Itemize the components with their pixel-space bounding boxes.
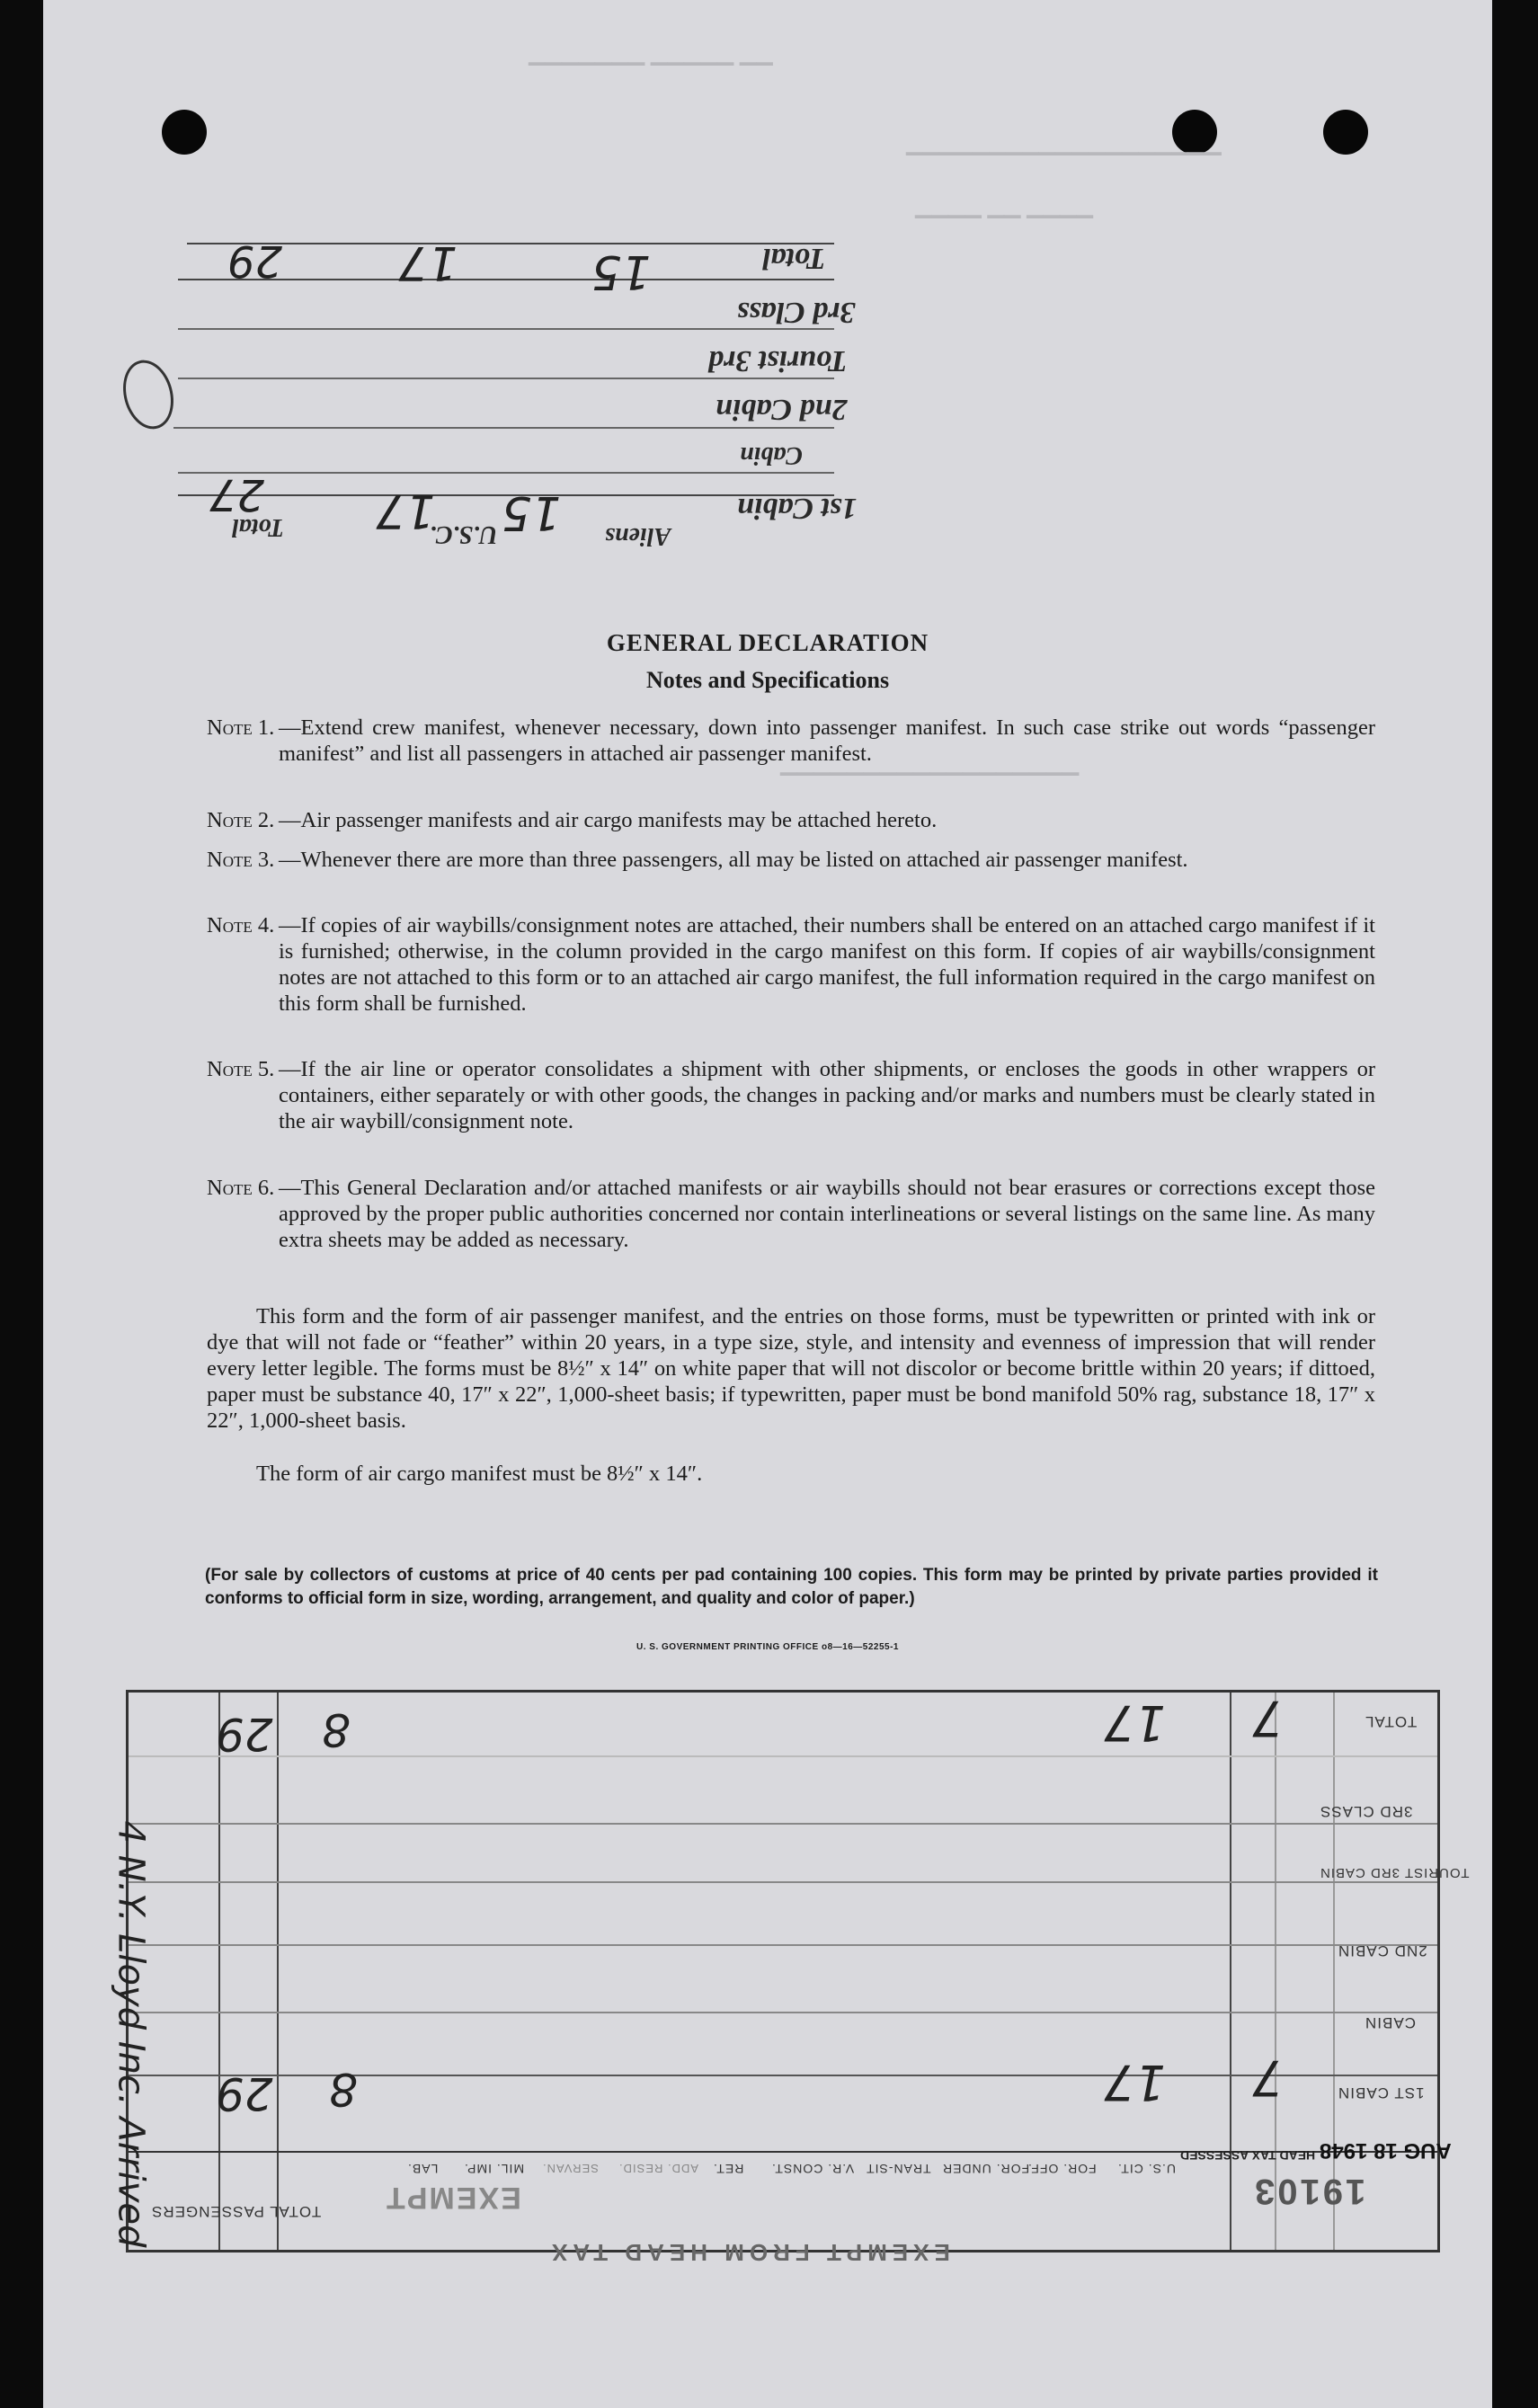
declaration-title: GENERAL DECLARATION <box>606 629 929 656</box>
note-label: Note 2. <box>207 808 275 832</box>
class-label-tourist-3rd: Tourist 3rd <box>708 344 848 378</box>
handwritten-1st-cabin-usc: 17 <box>376 484 436 538</box>
handwritten-circle-mark <box>116 354 181 434</box>
specification-paragraph: This form and the form of air passenger manifest, and the entries on those forms, must be typewritten or printed with ink or dye that will not fade or “feather” within 20 years, in a type size, style, and intensity and evenness of impression that will render every letter legible. The forms must be 8½″ x 14″ on white paper that will not discolor or become brittle within 20 years; if dittoed, paper must be substance 40, 17″ x 22″, 1,000-sheet basis; if typewritten, paper must be bond manifold 50% rag, substance 18, 17″ x 22″, 1,000-sheet basis. <box>207 1304 1375 1433</box>
row-label-2nd-cabin: 2ND CABIN <box>1338 1942 1427 1959</box>
punch-hole <box>1323 110 1368 155</box>
bleed-through-text: ▔▔▔▔▔▔▔ ▔▔▔▔▔ ▔▔ <box>529 64 773 88</box>
margin-handwritten-note: 4 N.Y. Lloyd Inc. Arrived <box>110 1820 152 2248</box>
column-header-total-passengers: TOTAL PASSENGERS <box>151 2203 322 2220</box>
declaration-subtitle: Notes and Specifications <box>645 667 890 693</box>
column-header-for-under: FOR. UNDER <box>942 2162 1030 2176</box>
grid-total-lab: 8 <box>322 1703 351 1755</box>
date-stamp: AUG 18 1948 <box>1320 2138 1452 2163</box>
column-header-us-cit: U.S. CIT. <box>1117 2162 1177 2176</box>
grid-1st-cabin-for-off: 17 <box>1104 2054 1166 2110</box>
note-text: —Extend crew manifest, whenever necessary, down into passenger manifest. In such case strike out words “passenger manifest” and list all passengers in attached air passenger manifest. <box>279 715 1375 766</box>
column-label-aliens: Aliens <box>605 522 671 550</box>
note-text: —If the air line or operator consolidates a shipment with other shipments, or encloses the goods in other wrappers or containers, either separately or with other goods, the changes in packing and/or marks and numbers must be clearly stated in the air waybill/consignment note. <box>279 1057 1375 1133</box>
exempt-stamp: EXEMPT <box>385 2181 521 2215</box>
handwritten-1st-cabin-aliens: 15 <box>502 485 562 539</box>
grid-1st-cabin-lab: 8 <box>329 2063 358 2115</box>
row-label-1st-cabin: 1ST CABIN <box>1338 2084 1425 2101</box>
note-label: Note 3. <box>207 848 275 872</box>
column-header-transit: TRAN-SIT <box>866 2162 931 2176</box>
row-label-total: TOTAL <box>1365 1713 1418 1730</box>
column-header-for-off: FOR. OFF. <box>1027 2162 1097 2176</box>
row-label-tourist: TOURIST 3RD CABIN <box>1320 1865 1470 1880</box>
handwritten-total-usc: 17 <box>398 235 458 289</box>
stamp-number: 19103 <box>1252 2172 1366 2211</box>
note-6 <box>207 1175 1375 1253</box>
grid-total-for-off: 17 <box>1104 1694 1166 1751</box>
note-label: Note 4. <box>207 913 275 937</box>
grid-total-cit: 7 <box>1252 1690 1284 1746</box>
class-label-3rd-class: 3rd Class <box>737 296 856 329</box>
handwritten-1st-cabin-total: 27 <box>209 469 265 520</box>
class-label-2nd-cabin: 2nd Cabin <box>716 393 848 426</box>
note-label: Note 1. <box>207 715 275 740</box>
punch-hole <box>1172 110 1217 155</box>
cargo-manifest-size: The form of air cargo manifest must be 8½″ x 14″. <box>256 1462 703 1486</box>
column-header-vr-const: V.R. CONST. <box>771 2162 855 2176</box>
note-text: —Whenever there are more than three passengers, all may be listed on attached air passenger manifest. <box>279 848 1188 872</box>
note-text: —Air passenger manifests and air cargo manifests may be attached hereto. <box>279 808 938 832</box>
note-label: Note 6. <box>207 1176 275 1200</box>
column-label-usc: U.S.C. <box>430 520 498 548</box>
handwritten-total-total: 29 <box>227 235 283 286</box>
class-label-cabin: Cabin <box>740 441 804 469</box>
exempt-footer-stamp: EXEMPT FROM HEAD TAX <box>547 2239 950 2266</box>
column-header-lab: LAB. <box>407 2162 439 2176</box>
row-label-3rd-class: 3RD CLASS <box>1320 1803 1413 1820</box>
note-2 <box>207 807 1375 833</box>
sale-notice: (For sale by collectors of customs at price of 40 cents per pad containing 100 copies. This form may be printed by private parties provided it conforms to official form in size, wording, arrangement, and quality and color of paper.) <box>205 1566 1378 1608</box>
column-header-mil-imp: MIL. IMP. <box>464 2162 525 2176</box>
bleed-through-text: ▔▔▔▔▔▔▔▔▔▔▔▔▔▔▔▔▔▔ <box>780 774 1080 798</box>
class-label-1st-cabin: 1st Cabin <box>737 492 858 525</box>
column-header-ret: RET. <box>713 2162 744 2176</box>
punch-hole <box>162 110 207 155</box>
class-label-total: Total <box>762 242 826 275</box>
column-label-total: Total <box>232 513 285 541</box>
note-label: Note 5. <box>207 1057 275 1081</box>
document-page <box>43 0 1492 2408</box>
column-header-add-resid: ADD. RESID. <box>618 2162 699 2175</box>
bleed-through-text: ▔▔▔▔▔▔▔▔▔▔▔▔▔▔▔▔▔▔▔ <box>906 154 1222 178</box>
handwritten-total-aliens: 15 <box>591 244 652 298</box>
gpo-imprint: U. S. GOVERNMENT PRINTING OFFICE o8—16—52255-1 <box>636 1642 899 1652</box>
row-label-cabin: CABIN <box>1365 2014 1416 2031</box>
note-text: —If copies of air waybills/consignment notes are attached, their numbers shall be entered on an attached cargo manifest if it is furnished; otherwise, in the column provided in the cargo manifest on this form. If copies of air waybills/consignment notes are not attached to this form or to an attached air cargo manifest, the full information required in the cargo manifest on this form shall be furnished. <box>279 913 1375 1016</box>
note-3 <box>207 847 1375 873</box>
grid-total-passengers: 29 <box>216 1708 273 1760</box>
note-4 <box>207 912 1375 1017</box>
column-header-servan: SERVAN. <box>542 2162 599 2175</box>
grid-1st-cabin-cit: 7 <box>1252 2049 1284 2106</box>
note-text: —This General Declaration and/or attached manifests or air waybills should not bear erasures or corrections except those approved by the proper public authorities concerned nor contain interlineations or several listings on the same line. As many extra sheets may be added as necessary. <box>279 1176 1375 1252</box>
note-1 <box>207 715 1375 767</box>
bleed-through-text: ▔▔▔▔ ▔▔ ▔▔▔▔ <box>915 217 1093 241</box>
grid-1st-cabin-passengers: 29 <box>216 2067 273 2119</box>
note-5 <box>207 1056 1375 1134</box>
head-tax-stamp: HEAD TAX ASSESSED <box>1180 2148 1316 2163</box>
